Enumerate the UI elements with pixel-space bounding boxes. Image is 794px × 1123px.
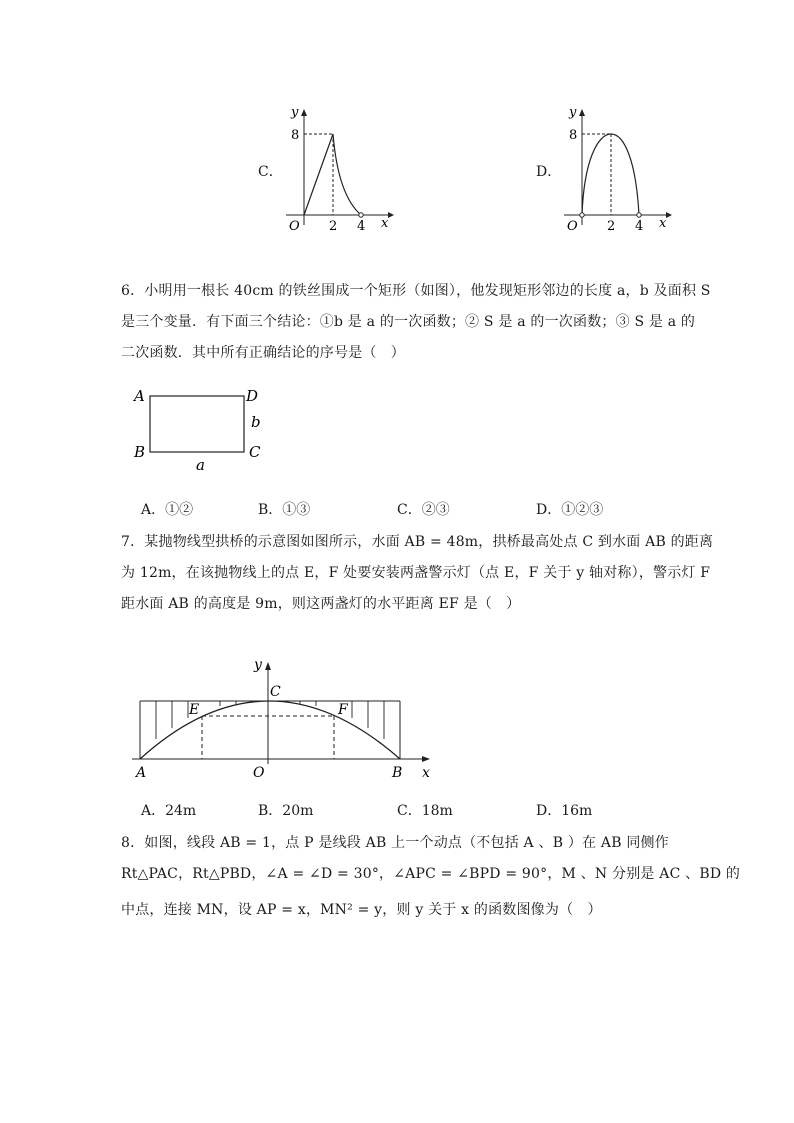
q6-option-a[interactable]: A．①② xyxy=(141,502,194,518)
side-a-label: a xyxy=(196,456,205,474)
y-axis-arrow-icon xyxy=(301,109,307,116)
q7-text-line1: 7．某抛物线型拱桥的示意图如图所示，水面 AB = 48m，拱桥最高处点 C 到水面 AB 的距离 xyxy=(121,534,714,550)
point-c-label: C xyxy=(270,684,281,700)
open-point xyxy=(359,213,363,217)
x-axis-arrow-icon xyxy=(388,212,394,218)
q5-option-d-graph xyxy=(556,100,676,235)
tick-x1-label: 2 xyxy=(329,219,338,234)
q6-text-line1: 6．小明用一根长 40cm 的铁丝围成一个矩形（如图），他发现矩形邻边的长度 a，b 及面积 S xyxy=(121,283,711,299)
y-axis-arrow-icon xyxy=(579,109,585,116)
q6-option-c[interactable]: C．②③ xyxy=(397,502,450,518)
rising-segment xyxy=(304,134,333,215)
tick-x2-label: 4 xyxy=(635,219,644,234)
q5-option-c-label: C． xyxy=(258,164,283,180)
y-axis-arrow-icon xyxy=(265,662,271,670)
vertex-d: D xyxy=(246,387,259,405)
side-b-label: b xyxy=(251,413,261,431)
q7-text-line3: 距水面 AB 的高度是 9m，则这两盏灯的水平距离 EF 是（ ） xyxy=(121,596,521,612)
arch-parabola xyxy=(140,701,400,759)
q7-text-line2: 为 12m，在该抛物线上的点 E，F 处要安装两盏警示灯（点 E，F 关于 y 轴对称），警示灯 F xyxy=(121,565,711,581)
origin-label: O xyxy=(253,765,265,781)
q8-text-line3: 中点，连接 MN，设 AP = x，MN² = y，则 y 关于 x 的函数图像为（ ） xyxy=(121,902,602,918)
axis-x-label: x xyxy=(422,765,430,781)
axis-y-label: y xyxy=(291,105,299,120)
point-b-label: B xyxy=(392,765,403,781)
q6-rectangle-figure xyxy=(128,382,278,477)
axis-x-label: x xyxy=(381,216,389,231)
vertex-a: A xyxy=(134,387,145,405)
q5-option-c-graph xyxy=(278,100,398,235)
point-f-label: F xyxy=(338,702,348,718)
q7-option-b[interactable]: B．20m xyxy=(258,803,314,819)
falling-curve xyxy=(333,134,361,215)
tick-x1-label: 2 xyxy=(607,219,616,234)
open-point xyxy=(580,213,584,217)
vertex-b: B xyxy=(134,443,146,461)
q6-option-b[interactable]: B．①③ xyxy=(258,502,311,518)
tick-x2-label: 4 xyxy=(357,219,366,234)
origin-label: O xyxy=(289,219,300,234)
q5-option-d-label: D． xyxy=(536,164,562,180)
q7-option-a[interactable]: A．24m xyxy=(141,803,197,819)
q6-option-d[interactable]: D．①②③ xyxy=(536,502,604,518)
axis-y-label: y xyxy=(569,105,577,120)
q8-text-line2: Rt△PAC，Rt△PBD，∠A = ∠D = 30°，∠APC = ∠BPD = 90°，M 、N 分别是 AC 、BD 的 xyxy=(121,866,741,882)
axis-y-label: y xyxy=(254,657,262,673)
q7-arch-bridge-figure xyxy=(120,652,440,784)
q6-text-line2: 是三个变量．有下面三个结论：①b 是 a 的一次函数；② S 是 a 的一次函数；③ S 是 a 的 xyxy=(121,314,696,330)
axis-x-label: x xyxy=(659,216,667,231)
vertex-c: C xyxy=(249,443,261,461)
q8-text-line1: 8．如图，线段 AB = 1，点 P 是线段 AB 上一个动点（不包括 A 、B ）在 AB 同侧作 xyxy=(121,835,669,851)
tick-y-label: 8 xyxy=(569,128,578,143)
x-axis-arrow-icon xyxy=(666,212,672,218)
tick-y-label: 8 xyxy=(291,128,300,143)
x-axis-arrow-icon xyxy=(422,756,430,762)
q7-option-c[interactable]: C．18m xyxy=(397,803,453,819)
q6-text-line3: 二次函数．其中所有正确结论的序号是（ ） xyxy=(121,345,405,361)
open-point xyxy=(637,213,641,217)
point-e-label: E xyxy=(189,702,200,718)
q7-option-d[interactable]: D．16m xyxy=(536,803,593,819)
point-a-label: A xyxy=(136,765,147,781)
origin-label: O xyxy=(567,219,578,234)
rectangle xyxy=(150,396,244,452)
